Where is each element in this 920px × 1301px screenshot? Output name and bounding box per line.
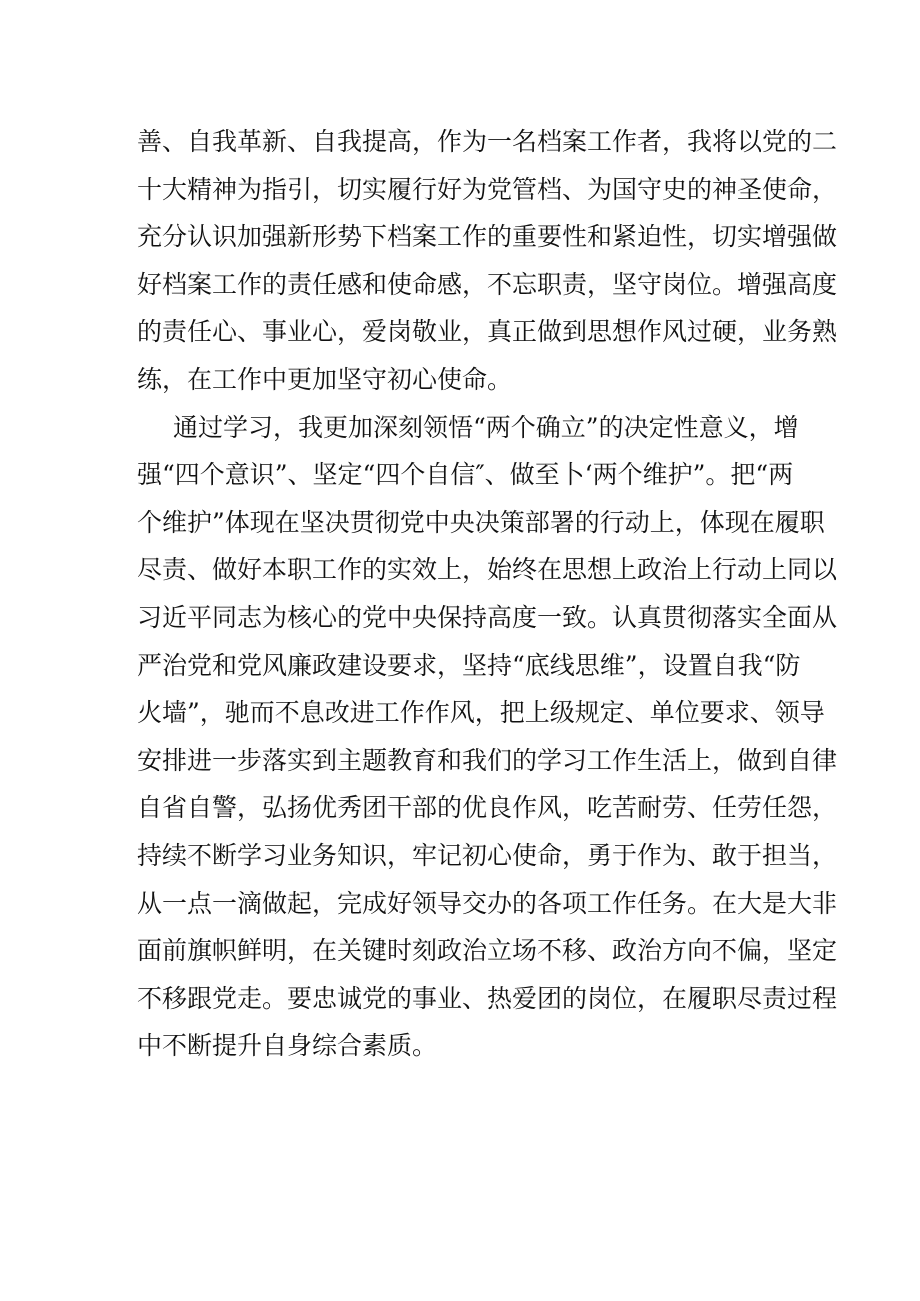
text-line: 好档案工作的责任感和使命感，不忘职责，坚守岗位。增强高度 [137, 269, 838, 299]
text-line: 自省自警，弘扬优秀团干部的优良作风，吃苦耐劳、任劳任怨， [137, 793, 838, 823]
text-line: 练，在工作中更加坚守初心使命。 [137, 364, 513, 394]
text-line: 火墙”，驰而不息改进工作作风，把上级规定、单位要求、领导 [137, 698, 825, 728]
text-line: 个维护”体现在坚决贯彻党中央决策部署的行动上，体现在履职 [137, 507, 825, 537]
text-line: 从一点一滴做起，完成好领导交办的各项工作任务。在大是大非 [137, 888, 838, 918]
text-line: 十大精神为指引，切实履行好为党管档、为国守史的神圣使命， [137, 174, 838, 204]
text-line: 强“四个意识”、坚定“四个自信″、做至卜‘两个维护”。把“两 [137, 460, 794, 490]
text-line: 不移跟党走。要忠诚党的事业、热爱团的岗位，在履职尽责过程 [137, 983, 838, 1013]
text-line: 通过学习，我更加深刻领悟“两个确立”的决定性意义，增 [173, 412, 799, 442]
body-text [137, 118, 838, 1070]
text-line: 严治党和党风廉政建设要求，坚持“底线思维”，设置自我“防 [137, 650, 801, 680]
text-line: 尽责、做好本职工作的实效上，始终在思想上政治上行动上同以 [137, 555, 838, 585]
text-line: 习近平同志为核心的党中央保持高度一致。认真贯彻落实全面从 [137, 602, 838, 632]
text-line: 安排进一步落实到主题教育和我们的学习工作生活上，做到自律 [137, 745, 838, 775]
text-line: 善、自我革新、自我提高，作为一名档案工作者，我将以党的二 [137, 127, 838, 156]
text-line: 持续不断学习业务知识，牢记初心使命，勇于作为、敢于担当， [137, 840, 838, 870]
paragraph-1 [137, 118, 838, 404]
paragraph-2 [137, 404, 838, 1070]
text-line: 充分认识加强新形势下档案工作的重要性和紧迫性，切实增强做 [137, 222, 838, 252]
text-line: 的责任心、事业心，爱岗敬业，真正做到思想作风过硬，业务熟 [137, 317, 838, 347]
text-line: 面前旗帜鲜明，在关键时刻政治立场不移、政治方向不偏，坚定 [137, 936, 838, 966]
text-line: 中不断提升自身综合素质。 [137, 1031, 438, 1061]
